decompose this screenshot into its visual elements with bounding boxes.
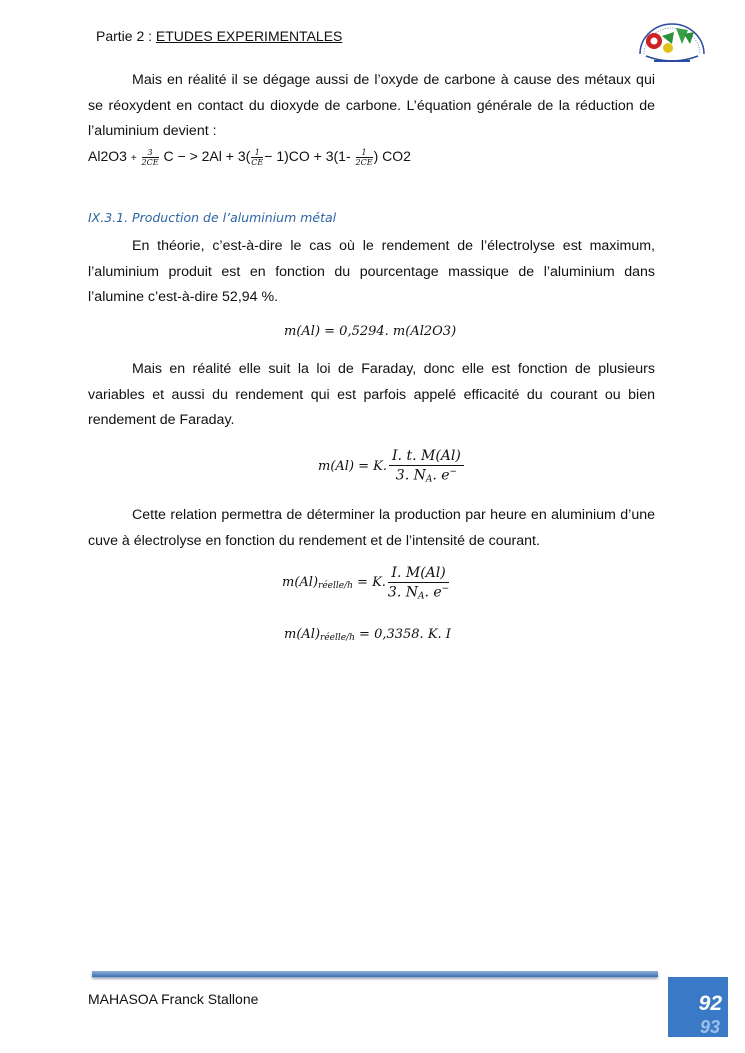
eq2-fraction: $\frac{I. t. M(Al)}{3. N_A. e^-}$ <box>389 448 464 485</box>
eq3-fraction: $\frac{I. M(Al)}{3. N_A. e^-}$ <box>387 565 450 602</box>
page-number: 92 <box>698 992 722 1015</box>
reaction-c-arrow: C − > 2Al + 3( <box>163 148 251 165</box>
equation-hourly-result <box>284 627 451 643</box>
fraction-1-2ce: $\frac{1}{2CE}$ <box>355 148 373 167</box>
paragraph-theory <box>88 234 655 311</box>
paragraph-faraday <box>88 357 655 434</box>
page-header <box>96 28 342 44</box>
paragraph-theory-text: En théorie, c’est-à-dire le cas où le rendement de l’électrolyse est maximum, l’aluminium produit est en fonction du pourcentage massique de l’aluminium dans l’alumine c’est-à-dire 52,94 %. <box>88 238 655 305</box>
paragraph-oxide <box>88 68 655 145</box>
equation-mass-theoretical: m(Al) = 0,5294. m(Al2O3) <box>284 324 457 339</box>
reaction-plus: + <box>130 153 137 165</box>
section-heading: IX.3.1. Production de l’aluminium métal <box>88 210 337 225</box>
eq2-left: m(Al) = K. <box>318 458 388 474</box>
equation-hourly-production <box>282 565 449 602</box>
header-section: ETUDES EXPERIMENTALES <box>155 28 343 44</box>
next-page-number-ghost: 93 <box>699 1017 720 1037</box>
reaction-equation <box>88 148 411 167</box>
eq3-sub: réelle/h <box>318 581 353 592</box>
footer-author: MAHASOA Franck Stallone <box>88 991 259 1007</box>
footer-divider <box>92 971 658 977</box>
paragraph-relation <box>88 503 655 554</box>
eq3-mid: = K. <box>352 575 386 591</box>
reaction-al2o3: Al2O3 <box>88 148 127 165</box>
equation-faraday <box>318 448 464 485</box>
header-prefix: Partie 2 : <box>96 28 156 44</box>
eq4-sub: réelle/h <box>320 633 355 643</box>
paragraph-oxide-text: Mais en réalité il se dégage aussi de l’oxyde de carbone à cause des métaux qui se réoxydent en contact du dioxyde de carbone. L’équation générale de la réduction de l’aluminium devient : <box>88 72 655 139</box>
reaction-end: ) CO2 <box>373 148 411 165</box>
eq4-left: m(Al) <box>284 627 321 642</box>
paragraph-relation-text: Cette relation permettra de déterminer la production par heure en aluminium d’une cuve à électrolyse en fonction du rendement et de l’intensité de courant. <box>88 507 655 549</box>
fraction-3-2ce: $\frac{3}{2CE}$ <box>141 148 159 167</box>
paragraph-faraday-text: Mais en réalité elle suit la loi de Faraday, donc elle est fonction de plusieurs variables et aussi du rendement qui est parfois appelé efficacité du courant ou bien rendement de Faraday. <box>88 361 655 428</box>
fraction-1-ce: $\frac{1}{CE}$ <box>251 148 264 167</box>
eq4-right: = 0,3358. K. I <box>354 627 451 642</box>
eq3-left: m(Al) <box>282 575 319 591</box>
institution-logo <box>632 14 712 66</box>
reaction-mid: − 1)CO + 3(1- <box>264 148 351 165</box>
page-number-box <box>668 977 728 1037</box>
